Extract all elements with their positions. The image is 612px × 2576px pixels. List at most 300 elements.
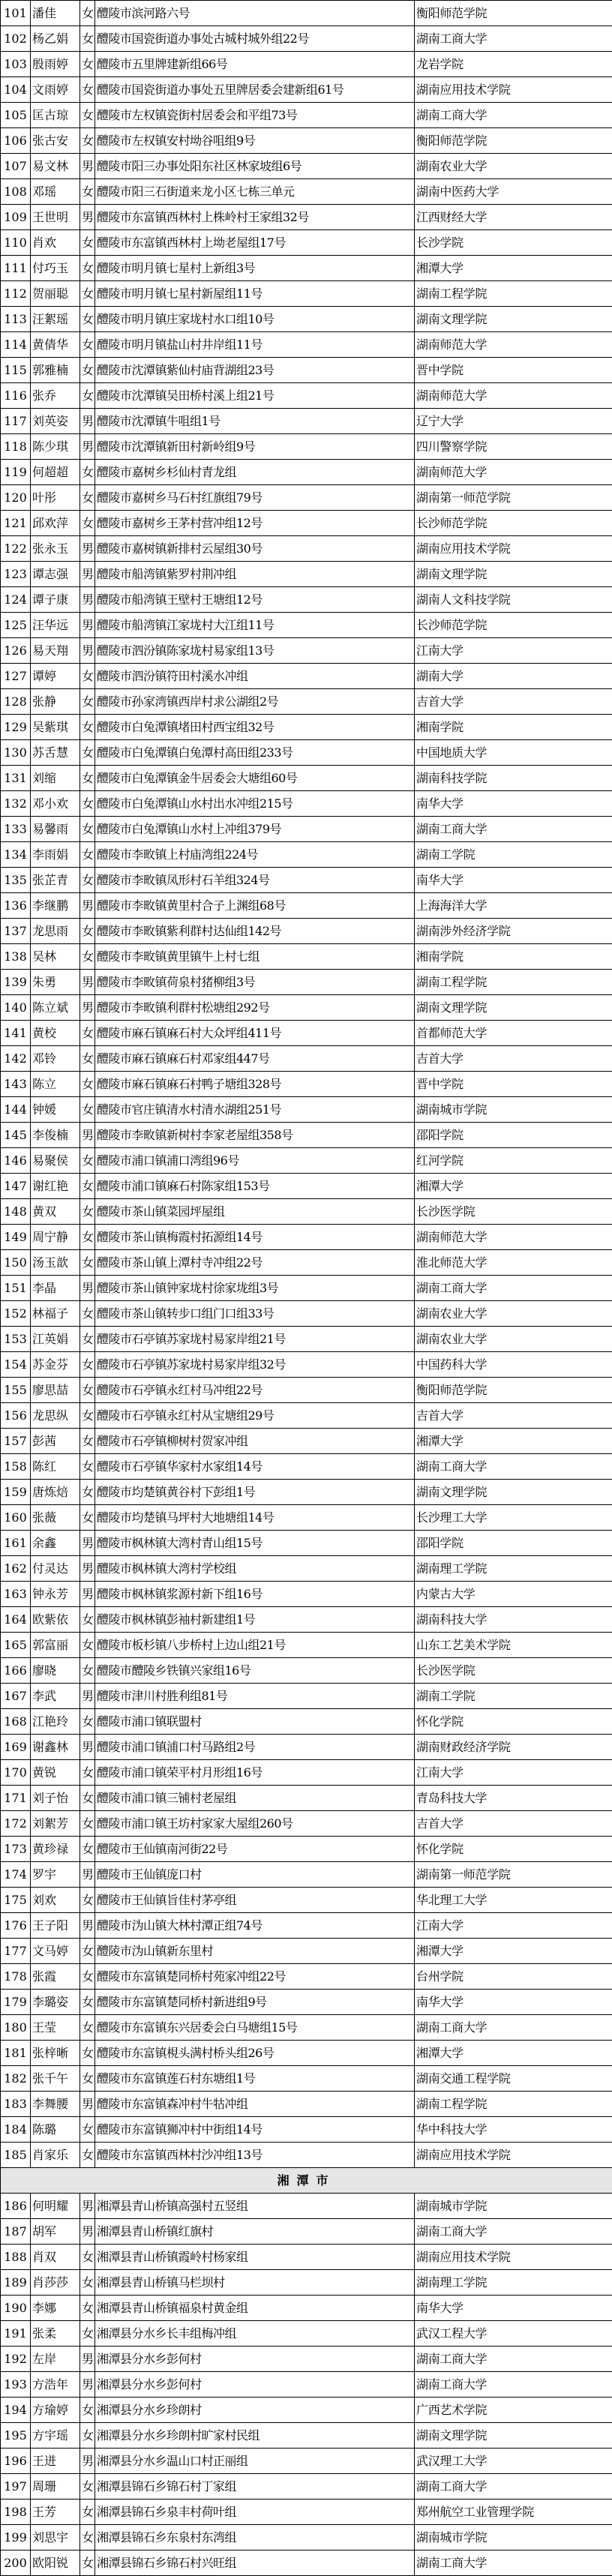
table-row — [1, 256, 612, 281]
table-row — [1, 817, 612, 842]
gender: 男 — [80, 1913, 95, 1939]
home-address: 湘潭县锦石乡锦石村丁家组 — [95, 2474, 415, 2500]
gender: 女 — [80, 689, 95, 715]
home-address: 醴陵市浦口镇荣平村月形组16号 — [95, 1760, 415, 1786]
row-number: 175 — [1, 1888, 31, 1913]
home-address: 湘潭县分水乡温山口村正丽组 — [95, 2449, 415, 2474]
student-name: 刘思宇 — [31, 2525, 80, 2551]
table-row — [1, 1811, 612, 1837]
home-address: 湘潭县青山桥镇福泉村黄金组 — [95, 2296, 415, 2321]
row-number: 178 — [1, 1964, 31, 1990]
gender: 女 — [80, 2245, 95, 2270]
student-name: 陈少琪 — [31, 434, 80, 460]
row-number: 159 — [1, 1480, 31, 1505]
table-row — [1, 128, 612, 154]
university: 长沙师范学院 — [415, 613, 612, 638]
home-address: 醴陵市东富镇楚同桥村新进组9号 — [95, 1990, 415, 2015]
gender: 女 — [80, 2143, 95, 2168]
university: 湖南工商大学 — [415, 1276, 612, 1301]
row-number: 105 — [1, 103, 31, 128]
home-address: 湘潭县分水乡珍朗村 — [95, 2398, 415, 2423]
student-name: 周珊 — [31, 2474, 80, 2500]
student-name: 龙思雨 — [31, 919, 80, 944]
gender: 女 — [80, 1174, 95, 1199]
row-number: 106 — [1, 128, 31, 154]
row-number: 111 — [1, 256, 31, 281]
row-number: 200 — [1, 2551, 31, 2576]
university: 湖南文理学院 — [415, 2423, 612, 2449]
student-name: 刘英姿 — [31, 409, 80, 434]
gender: 女 — [80, 358, 95, 383]
student-name: 黄倩华 — [31, 332, 80, 358]
university: 湖南第一师范学院 — [415, 1862, 612, 1888]
table-row — [1, 715, 612, 740]
table-row — [1, 536, 612, 562]
row-number: 160 — [1, 1505, 31, 1531]
gender: 女 — [80, 1633, 95, 1658]
row-number: 171 — [1, 1786, 31, 1811]
home-address: 醴陵市东富镇西林村上株岭村王家组32号 — [95, 205, 415, 230]
student-name: 廖晓 — [31, 1658, 80, 1684]
row-number: 169 — [1, 1735, 31, 1760]
table-row — [1, 1990, 612, 2015]
gender: 男 — [80, 587, 95, 613]
gender: 女 — [80, 460, 95, 485]
student-name: 郭雅楠 — [31, 358, 80, 383]
gender: 女 — [80, 2117, 95, 2143]
home-address: 醴陵市李畋镇黄里村合子上渊组68号 — [95, 893, 415, 919]
row-number: 135 — [1, 868, 31, 893]
row-number: 151 — [1, 1276, 31, 1301]
row-number: 196 — [1, 2449, 31, 2474]
home-address: 湘潭县锦石乡锦石村兴旺组 — [95, 2551, 415, 2576]
home-address: 醴陵市石亭镇永红村马冲组22号 — [95, 1378, 415, 1403]
student-name: 唐炼焙 — [31, 1480, 80, 1505]
student-name: 谢鑫林 — [31, 1735, 80, 1760]
table-row — [1, 2143, 612, 2168]
row-number: 179 — [1, 1990, 31, 2015]
gender: 男 — [80, 1556, 95, 1582]
table-row — [1, 409, 612, 434]
table-row — [1, 1964, 612, 1990]
home-address: 醴陵市沩山镇大林村潭正组74号 — [95, 1913, 415, 1939]
university: 江南大学 — [415, 638, 612, 664]
table-row — [1, 1250, 612, 1276]
home-address: 醴陵市明月镇盐山村井岸组11号 — [95, 332, 415, 358]
gender: 女 — [80, 1046, 95, 1072]
student-name: 殷雨婷 — [31, 52, 80, 77]
student-name: 钟永芳 — [31, 1582, 80, 1607]
row-number: 189 — [1, 2270, 31, 2296]
gender: 男 — [80, 1123, 95, 1148]
home-address: 醴陵市石亭镇柳树村贺家冲组 — [95, 1429, 415, 1454]
university: 长沙理工大学 — [415, 1505, 612, 1531]
row-number: 198 — [1, 2500, 31, 2525]
gender: 女 — [80, 230, 95, 256]
roster-body-zhuzhou — [1, 1, 612, 2168]
table-row — [1, 154, 612, 179]
row-number: 149 — [1, 1225, 31, 1250]
home-address: 醴陵市泗汾镇符田村溪水冲组 — [95, 664, 415, 689]
row-number: 136 — [1, 893, 31, 919]
gender: 女 — [80, 1964, 95, 1990]
row-number: 150 — [1, 1250, 31, 1276]
row-number: 187 — [1, 2219, 31, 2245]
table-row — [1, 2372, 612, 2398]
table-row — [1, 2219, 612, 2245]
gender: 女 — [80, 2474, 95, 2500]
table-row — [1, 2500, 612, 2525]
student-name: 王子阳 — [31, 1913, 80, 1939]
university: 湖南工商大学 — [415, 2347, 612, 2372]
student-name: 何超超 — [31, 460, 80, 485]
row-number: 114 — [1, 332, 31, 358]
university: 湖南中医药大学 — [415, 179, 612, 205]
student-name: 付灵达 — [31, 1556, 80, 1582]
table-row — [1, 1786, 612, 1811]
table-row — [1, 358, 612, 383]
university: 湖南工商大学 — [415, 817, 612, 842]
row-number: 133 — [1, 817, 31, 842]
student-name: 吴紫琪 — [31, 715, 80, 740]
gender: 女 — [80, 332, 95, 358]
row-number: 153 — [1, 1327, 31, 1352]
student-name: 易馨雨 — [31, 817, 80, 842]
university: 长沙医学院 — [415, 1199, 612, 1225]
home-address: 醴陵市五里牌建新组66号 — [95, 52, 415, 77]
student-name: 易文林 — [31, 154, 80, 179]
university: 四川警察学院 — [415, 434, 612, 460]
university: 广西艺术学院 — [415, 2398, 612, 2423]
home-address: 醴陵市均楚镇马坪村大地塘组14号 — [95, 1505, 415, 1531]
row-number: 110 — [1, 230, 31, 256]
row-number: 157 — [1, 1429, 31, 1454]
university: 湖南工程学院 — [415, 281, 612, 307]
gender: 女 — [80, 2500, 95, 2525]
home-address: 醴陵市国瓷街道办事处五里牌居委会建新组61号 — [95, 77, 415, 103]
table-row — [1, 281, 612, 307]
table-row — [1, 77, 612, 103]
university: 湖南应用技术学院 — [415, 2245, 612, 2270]
student-name: 谢红艳 — [31, 1174, 80, 1199]
home-address: 醴陵市滨河路六号 — [95, 1, 415, 26]
row-number: 128 — [1, 689, 31, 715]
university: 湖南科技学院 — [415, 766, 612, 791]
home-address: 醴陵市沈潭镇牛咀组1号 — [95, 409, 415, 434]
row-number: 143 — [1, 1072, 31, 1097]
table-row — [1, 2296, 612, 2321]
student-name: 李武 — [31, 1684, 80, 1709]
table-row — [1, 944, 612, 970]
student-name: 廖思喆 — [31, 1378, 80, 1403]
student-name: 江艳玲 — [31, 1709, 80, 1735]
home-address: 醴陵市左权镇安村坳谷咀组9号 — [95, 128, 415, 154]
university: 吉首大学 — [415, 689, 612, 715]
home-address: 醴陵市东富镇楚同桥村苑家冲组22号 — [95, 1964, 415, 1990]
university: 内蒙古大学 — [415, 1582, 612, 1607]
student-name: 谭志强 — [31, 562, 80, 587]
student-name: 胡军 — [31, 2219, 80, 2245]
student-name: 肖双 — [31, 2245, 80, 2270]
home-address: 醴陵市茶山镇菜园坪屋组 — [95, 1199, 415, 1225]
table-row — [1, 740, 612, 766]
university: 长沙师范学院 — [415, 511, 612, 536]
home-address: 醴陵市船湾镇紫罗村荆冲组 — [95, 562, 415, 587]
university: 长沙医学院 — [415, 1658, 612, 1684]
table-row — [1, 2474, 612, 2500]
gender: 女 — [80, 919, 95, 944]
table-row — [1, 1123, 612, 1148]
gender: 女 — [80, 26, 95, 52]
gender: 男 — [80, 536, 95, 562]
student-name: 方宇瑶 — [31, 2423, 80, 2449]
student-name: 张乔 — [31, 383, 80, 409]
home-address: 醴陵市船湾镇王壁村王塘组12号 — [95, 587, 415, 613]
student-name: 陈立斌 — [31, 995, 80, 1021]
row-number: 185 — [1, 2143, 31, 2168]
table-row — [1, 893, 612, 919]
student-name: 张永玉 — [31, 536, 80, 562]
student-name: 肖莎莎 — [31, 2270, 80, 2296]
university: 湖南文理学院 — [415, 307, 612, 332]
row-number: 113 — [1, 307, 31, 332]
university: 湖南师范大学 — [415, 460, 612, 485]
table-row — [1, 1862, 612, 1888]
university: 湖南应用技术学院 — [415, 77, 612, 103]
gender: 女 — [80, 511, 95, 536]
row-number: 148 — [1, 1199, 31, 1225]
table-row — [1, 1735, 612, 1760]
row-number: 197 — [1, 2474, 31, 2500]
row-number: 119 — [1, 460, 31, 485]
table-row — [1, 1225, 612, 1250]
gender: 女 — [80, 1454, 95, 1480]
university: 江南大学 — [415, 1913, 612, 1939]
gender: 女 — [80, 256, 95, 281]
home-address: 醴陵市船湾镇江家垅村大江组11号 — [95, 613, 415, 638]
university: 湖南城市学院 — [415, 1097, 612, 1123]
home-address: 醴陵市李畋镇利群村松塘组292号 — [95, 995, 415, 1021]
university: 湖南文理学院 — [415, 562, 612, 587]
university: 湘潭大学 — [415, 2041, 612, 2066]
gender: 男 — [80, 995, 95, 1021]
row-number: 170 — [1, 1760, 31, 1786]
university: 邵阳学院 — [415, 1531, 612, 1556]
row-number: 117 — [1, 409, 31, 434]
gender: 女 — [80, 817, 95, 842]
university: 湖南人文科技学院 — [415, 587, 612, 613]
row-number: 180 — [1, 2015, 31, 2041]
gender: 女 — [80, 77, 95, 103]
home-address: 醴陵市泗汾镇陈家垅村易家组13号 — [95, 638, 415, 664]
home-address: 醴陵市沈潭镇新田村新岭组9号 — [95, 434, 415, 460]
table-row — [1, 2270, 612, 2296]
university: 湖南应用技术学院 — [415, 536, 612, 562]
home-address: 醴陵市茶山镇转步口组门口组33号 — [95, 1301, 415, 1327]
home-address: 醴陵市浦口镇三铺村老屋组 — [95, 1786, 415, 1811]
gender: 男 — [80, 893, 95, 919]
home-address: 湘潭县分水乡珍朗村旷家村民组 — [95, 2423, 415, 2449]
home-address: 醴陵市白兔潭镇堵田村西宝组32号 — [95, 715, 415, 740]
row-number: 140 — [1, 995, 31, 1021]
table-row — [1, 2245, 612, 2270]
home-address: 醴陵市茶山镇梅霞村拓源组14号 — [95, 1225, 415, 1250]
university: 湖南工商大学 — [415, 2551, 612, 2576]
home-address: 醴陵市李畋镇凤形村石羊组324号 — [95, 868, 415, 893]
student-name: 邱欢萍 — [31, 511, 80, 536]
student-name: 刘缩 — [31, 766, 80, 791]
home-address: 醴陵市东富镇西林村沙冲组13号 — [95, 2143, 415, 2168]
home-address: 醴陵市浦口镇联盟村 — [95, 1709, 415, 1735]
university: 湖南师范大学 — [415, 383, 612, 409]
table-row — [1, 1, 612, 26]
home-address: 醴陵市东富镇森冲村牛牯冲组 — [95, 2092, 415, 2117]
university: 郑州航空工业管理学院 — [415, 2500, 612, 2525]
student-name: 邓瑶 — [31, 179, 80, 205]
university: 青岛科技大学 — [415, 1786, 612, 1811]
row-number: 139 — [1, 970, 31, 995]
row-number: 195 — [1, 2423, 31, 2449]
gender: 女 — [80, 1480, 95, 1505]
student-name: 张薇 — [31, 1505, 80, 1531]
table-row — [1, 1888, 612, 1913]
row-number: 130 — [1, 740, 31, 766]
home-address: 醴陵市沈潭镇紫仙村庙背湖组23号 — [95, 358, 415, 383]
university: 湘潭大学 — [415, 1939, 612, 1964]
home-address: 醴陵市浦口镇浦口村马路组2号 — [95, 1735, 415, 1760]
university: 武汉工程大学 — [415, 2321, 612, 2347]
university: 湖南工商大学 — [415, 26, 612, 52]
university: 湖南工商大学 — [415, 2372, 612, 2398]
home-address: 醴陵市均楚镇黄谷村下彭组1号 — [95, 1480, 415, 1505]
student-name: 郭富丽 — [31, 1633, 80, 1658]
row-number: 137 — [1, 919, 31, 944]
row-number: 166 — [1, 1658, 31, 1684]
table-row — [1, 2551, 612, 2576]
row-number: 190 — [1, 2296, 31, 2321]
home-address: 醴陵市东富镇狮冲村中街组14号 — [95, 2117, 415, 2143]
home-address: 醴陵市嘉树乡王茅村营冲组12号 — [95, 511, 415, 536]
gender: 女 — [80, 1811, 95, 1837]
home-address: 醴陵市国瓷街道办事处古城村城外组22号 — [95, 26, 415, 52]
table-row — [1, 868, 612, 893]
student-name: 汪华远 — [31, 613, 80, 638]
home-address: 湘潭县分水乡长丰组梅冲组 — [95, 2321, 415, 2347]
table-row — [1, 995, 612, 1021]
gender: 女 — [80, 2015, 95, 2041]
university: 吉首大学 — [415, 1046, 612, 1072]
table-row — [1, 1072, 612, 1097]
gender: 男 — [80, 2092, 95, 2117]
home-address: 醴陵市白兔潭镇山水村上冲组379号 — [95, 817, 415, 842]
university: 湖南师范大学 — [415, 332, 612, 358]
gender: 女 — [80, 1658, 95, 1684]
gender: 女 — [80, 766, 95, 791]
row-number: 126 — [1, 638, 31, 664]
student-name: 张芷青 — [31, 868, 80, 893]
home-address: 湘潭县锦石乡东泉村东湾组 — [95, 2525, 415, 2551]
student-name: 罗宇 — [31, 1862, 80, 1888]
gender: 男 — [80, 1276, 95, 1301]
home-address: 醴陵市明月镇七星村上新组3号 — [95, 256, 415, 281]
row-number: 120 — [1, 485, 31, 511]
student-name: 刘絮芳 — [31, 1811, 80, 1837]
table-row — [1, 307, 612, 332]
student-name: 张静 — [31, 689, 80, 715]
student-name: 邓铃 — [31, 1046, 80, 1072]
row-number: 186 — [1, 2194, 31, 2219]
university: 湘潭大学 — [415, 1429, 612, 1454]
university: 衡阳师范学院 — [415, 1, 612, 26]
gender: 女 — [80, 2321, 95, 2347]
student-name: 叶彤 — [31, 485, 80, 511]
university: 湖南工商大学 — [415, 103, 612, 128]
row-number: 146 — [1, 1148, 31, 1174]
row-number: 132 — [1, 791, 31, 817]
home-address: 醴陵市明月镇七星村新屋组11号 — [95, 281, 415, 307]
row-number: 112 — [1, 281, 31, 307]
gender: 女 — [80, 1378, 95, 1403]
student-name: 匡古琼 — [31, 103, 80, 128]
home-address: 醴陵市左权镇瓷街村居委会和平组73号 — [95, 103, 415, 128]
table-row — [1, 1607, 612, 1633]
student-name: 张古安 — [31, 128, 80, 154]
student-name: 欧阳锐 — [31, 2551, 80, 2576]
home-address: 湘潭县青山桥镇红旗村 — [95, 2219, 415, 2245]
gender: 女 — [80, 1021, 95, 1046]
home-address: 醴陵市李畋镇上村庙湾组224号 — [95, 842, 415, 868]
home-address: 醴陵市官庄镇清水村清水湖组251号 — [95, 1097, 415, 1123]
table-row — [1, 766, 612, 791]
home-address: 醴陵市阳三石街道来龙小区七栋三单元 — [95, 179, 415, 205]
gender: 男 — [80, 205, 95, 230]
student-name: 王芳 — [31, 2500, 80, 2525]
student-name: 汤玉歆 — [31, 1250, 80, 1276]
student-name: 杨乙娟 — [31, 26, 80, 52]
gender: 女 — [80, 1301, 95, 1327]
student-name: 林福子 — [31, 1301, 80, 1327]
student-name: 张柔 — [31, 2321, 80, 2347]
gender: 女 — [80, 128, 95, 154]
home-address: 醴陵市嘉树乡马石村红旗组79号 — [95, 485, 415, 511]
table-row — [1, 1709, 612, 1735]
home-address: 醴陵市津川村胜利组81号 — [95, 1684, 415, 1709]
gender: 女 — [80, 1199, 95, 1225]
row-number: 103 — [1, 52, 31, 77]
home-address: 湘潭县青山桥镇马栏坝村 — [95, 2270, 415, 2296]
student-name: 吴林 — [31, 944, 80, 970]
table-row — [1, 1352, 612, 1378]
university: 上海海洋大学 — [415, 893, 612, 919]
university: 湖南大学 — [415, 664, 612, 689]
row-number: 118 — [1, 434, 31, 460]
table-row — [1, 1913, 612, 1939]
student-name: 周宁静 — [31, 1225, 80, 1250]
home-address: 醴陵市茶山镇上潭村寺冲组22号 — [95, 1250, 415, 1276]
gender: 男 — [80, 970, 95, 995]
home-address: 湘潭县青山桥镇高强村五竖组 — [95, 2194, 415, 2219]
gender: 男 — [80, 1582, 95, 1607]
gender: 女 — [80, 842, 95, 868]
student-name: 王世明 — [31, 205, 80, 230]
gender: 男 — [80, 1862, 95, 1888]
gender: 男 — [80, 1531, 95, 1556]
home-address: 醴陵市浦口镇麻石村陈家组153号 — [95, 1174, 415, 1199]
row-number: 107 — [1, 154, 31, 179]
student-name: 黄双 — [31, 1199, 80, 1225]
university: 湖南工商大学 — [415, 2015, 612, 2041]
university: 湘潭大学 — [415, 1174, 612, 1199]
